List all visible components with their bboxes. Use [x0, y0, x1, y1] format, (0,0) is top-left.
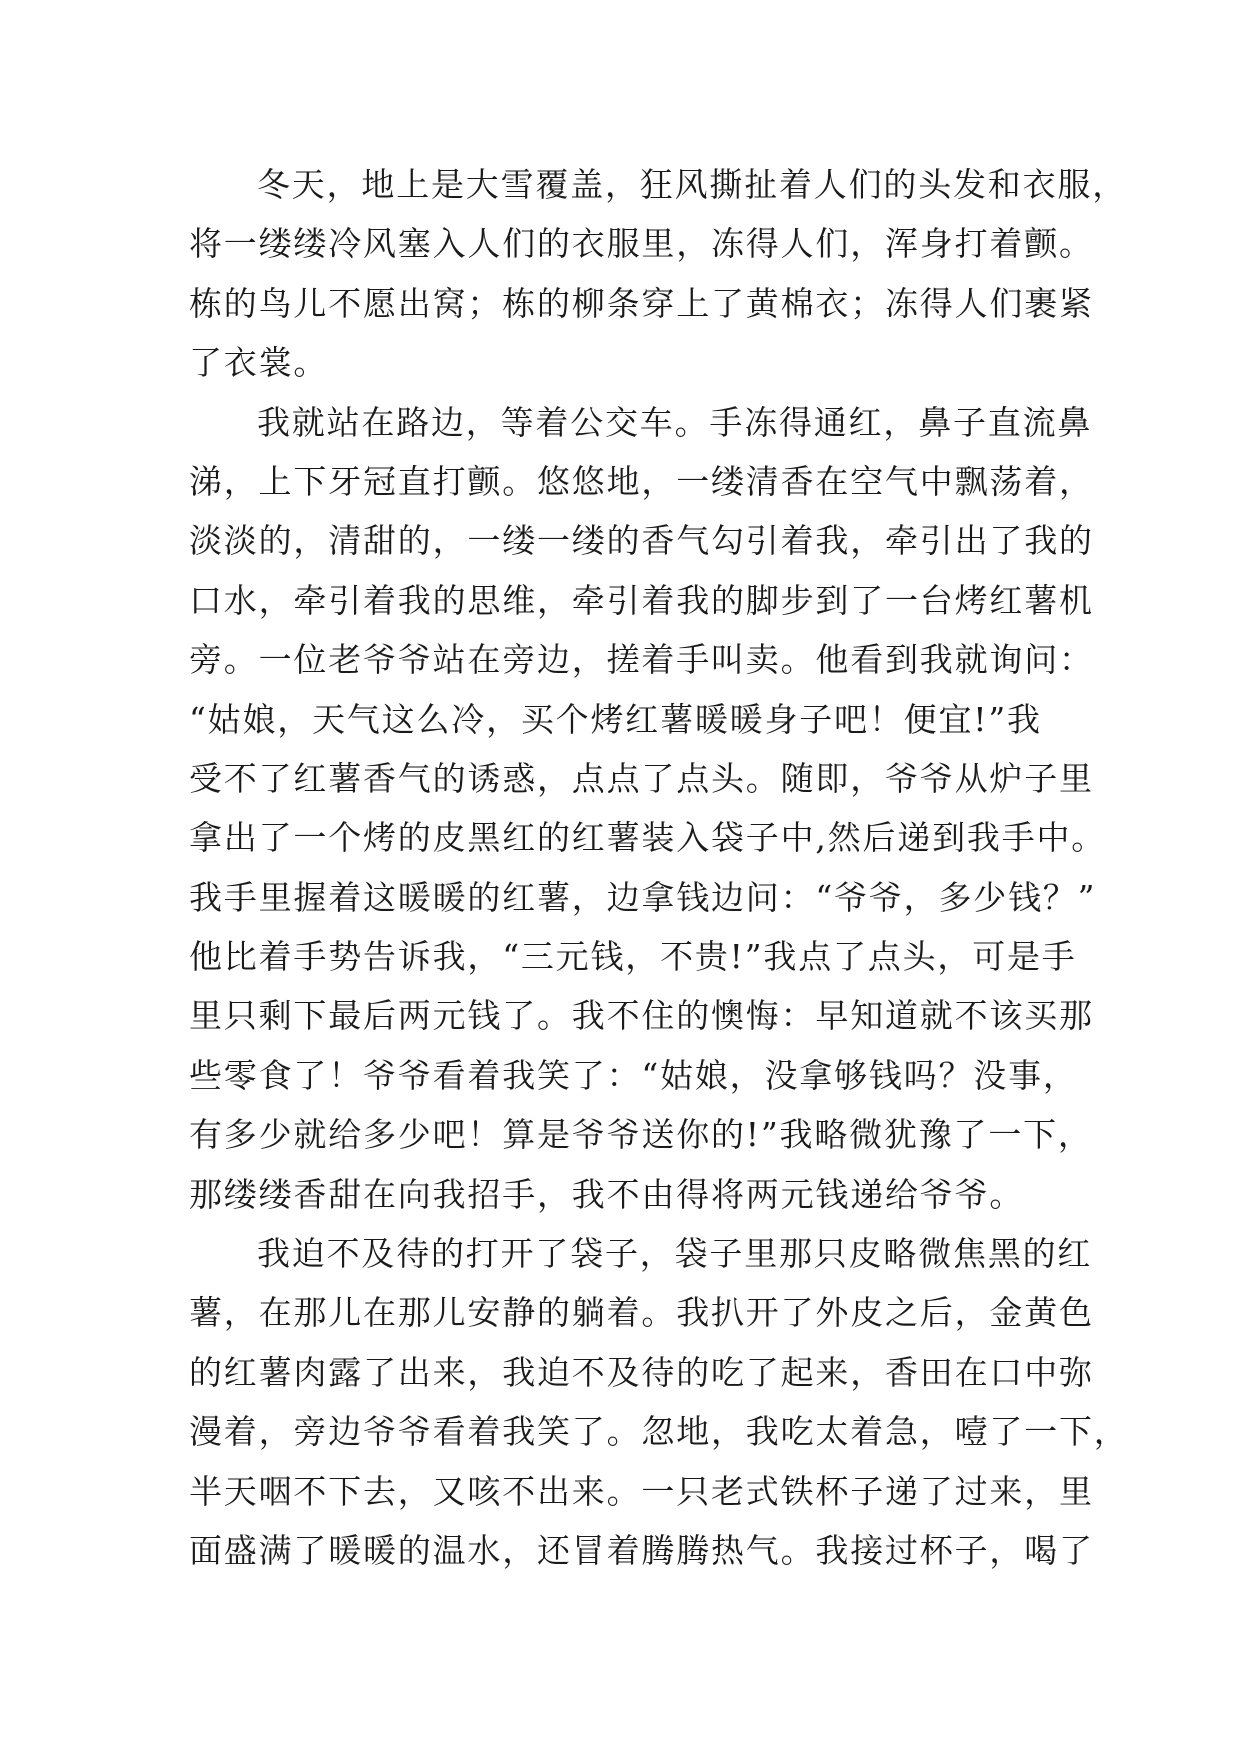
text-line: 拿出了一个烤的皮黑红的红薯装入袋子中,然后递到我手中。	[189, 818, 1107, 858]
text-line: 我迫不及待的打开了袋子，袋子里那只皮略微焦黑的红	[257, 1234, 1093, 1274]
text-line: 半天咽不下去，又咳不出来。一只老式铁杯子递了过来，里	[189, 1471, 1094, 1511]
paragraph-3	[189, 1224, 1129, 1580]
text-line: 受不了红薯香气的诱惑，点点了点头。随即，爷爷从炉子里	[189, 758, 1094, 798]
text-line: 旁。一位老爷爷站在旁边，搓着手叫卖。他看到我就询问：	[189, 640, 1094, 680]
text-line: 我手里握着这暖暖的红薯，边拿钱边问：“爷爷，多少钱？”	[189, 877, 1097, 917]
paragraph-2	[189, 393, 1107, 1224]
essay-body	[189, 155, 1129, 1580]
text-line: 栋的鸟儿不愿出窝；栋的柳条穿上了黄棉衣；冻得人们裹紧	[189, 283, 1094, 323]
text-line: 里只剩下最后两元钱了。我不住的懊悔：早知道就不该买那	[189, 996, 1094, 1036]
text-line: 他比着手势告诉我，“三元钱，不贵!”我点了点头，可是手	[189, 937, 1077, 977]
paragraph-1	[189, 155, 1127, 393]
text-line: 的红薯肉露了出来，我迫不及待的吃了起来，香田在口中弥	[189, 1352, 1094, 1392]
text-line: 有多少就给多少吧！算是爷爷送你的!”我略微犹豫了一下，	[189, 1115, 1093, 1155]
text-line: “姑娘，天气这么冷，买个烤红薯暖暖身子吧！便宜!”我	[189, 699, 1042, 739]
text-line: 漫着，旁边爷爷看着我笑了。忽地，我吃太着急，噎了一下，	[189, 1412, 1129, 1452]
text-line: 薯，在那儿在那儿安静的躺着。我扒开了外皮之后，金黄色	[189, 1293, 1094, 1333]
text-line: 了衣裳。	[189, 343, 329, 383]
text-line: 淡淡的，清甜的，一缕一缕的香气勾引着我，牵引出了我的	[189, 521, 1094, 561]
text-line: 些零食了！爷爷看着我笑了：“姑娘，没拿够钱吗？没事，	[189, 1055, 1078, 1095]
text-line: 涕，上下牙冠直打颤。悠悠地，一缕清香在空气中飘荡着，	[189, 461, 1094, 501]
text-line: 将一缕缕冷风塞入人们的衣服里，冻得人们，浑身打着颤。	[189, 224, 1094, 264]
text-line: 那缕缕香甜在向我招手，我不由得将两元钱递给爷爷。	[189, 1174, 1025, 1214]
text-line: 面盛满了暖暖的温水，还冒着腾腾热气。我接过杯子，喝了	[189, 1530, 1094, 1570]
text-line: 冬天，地上是大雪覆盖，狂风撕扯着人们的头发和衣服，	[257, 165, 1127, 204]
text-line: 我就站在路边，等着公交车。手冻得通红，鼻子直流鼻	[257, 402, 1093, 442]
text-line: 口水，牵引着我的思维，牵引着我的脚步到了一台烤红薯机	[189, 580, 1094, 620]
